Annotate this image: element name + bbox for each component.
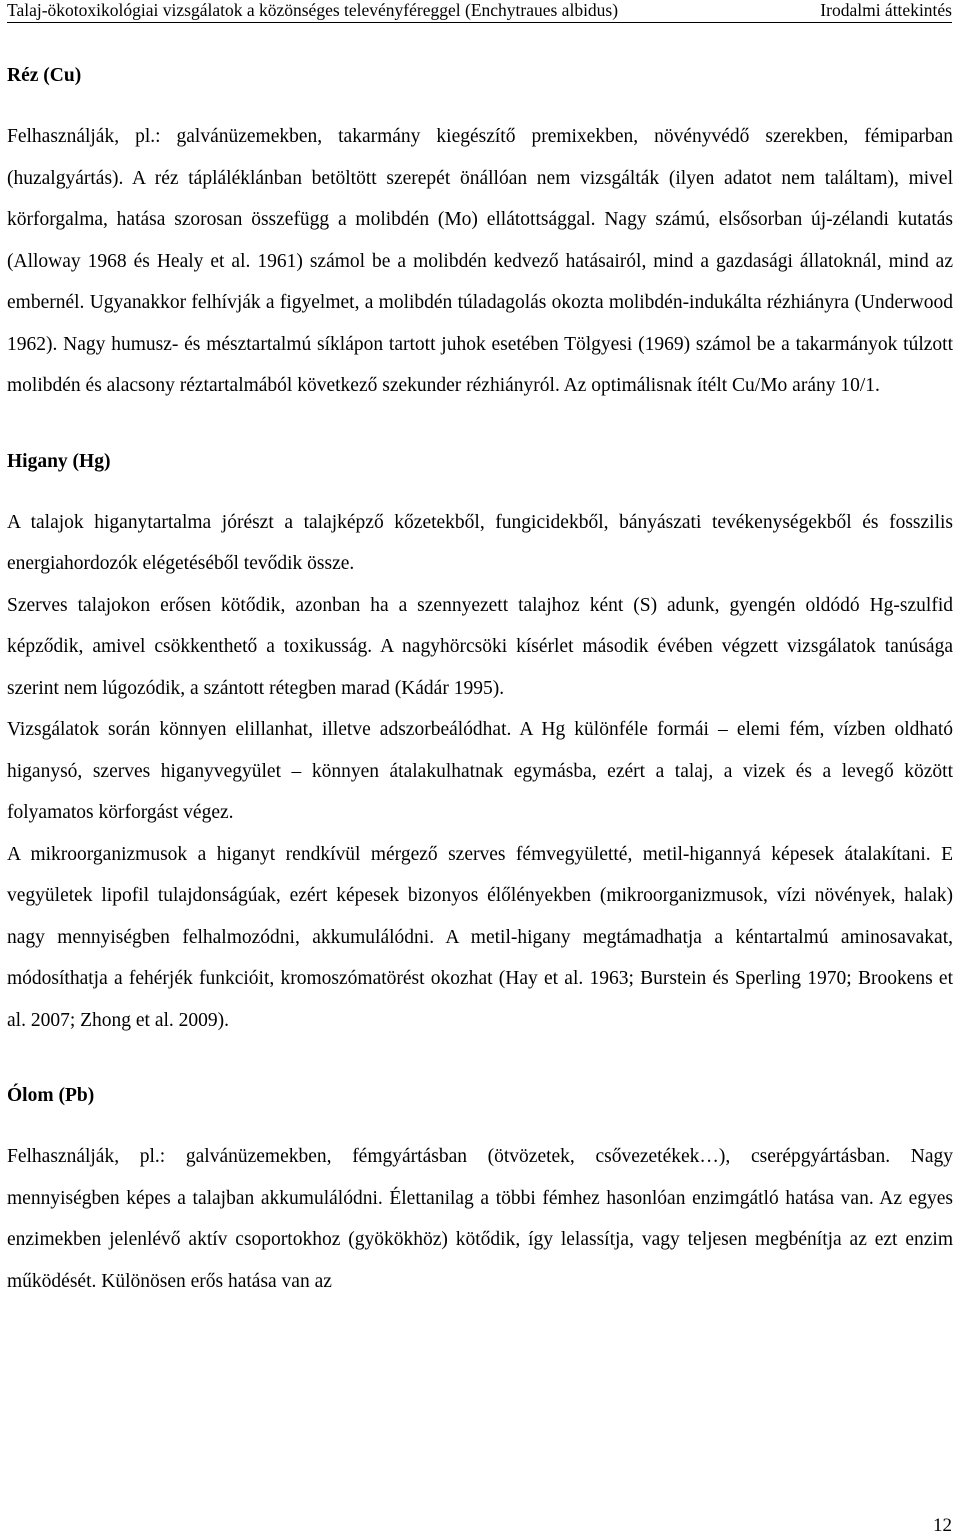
paragraph: A talajok higanytartalma jórészt a talajképző kőzetekből, fungicidekből, bányászati tevékenységekből és fosszilis energiahordozók elégetéséből tevődik össze. bbox=[7, 511, 953, 574]
section-copper bbox=[7, 56, 953, 407]
section-lead bbox=[7, 1076, 953, 1302]
section-heading: Ólom (Pb) bbox=[7, 1085, 95, 1106]
section-heading: Réz (Cu) bbox=[7, 65, 82, 86]
section-mercury bbox=[7, 442, 953, 1042]
paragraph: A mikroorganizmusok a higanyt rendkívül mérgező szerves fémvegyületté, metil-higannyá képesek átalakítani. E vegyületek lipofil tulajdonságúak, ezért képesek bizonyos élőlényekben (mikroorganizmusok, vízi növények, halak) nagy mennyiségben felhalmozódni, akkumulálódni. A metil-higany megtámadhatja a kéntartalmú aminosavakat, módosíthatja a fehérjék funkcióit, kromoszómatörést okozhat (Hay et al. 1963; Burstein és Sperling 1970; Brookens et al. 2007; Zhong et al. 2009). bbox=[7, 843, 953, 1031]
paragraph: Szerves talajokon erősen kötődik, azonban ha a szennyezett talajhoz ként (S) adunk, gyengén oldódó Hg-szulfid képződik, amivel csökkenthető a toxikusság. A nagyhörcsöki kísérlet második évében végzett vizsgálatok tanúsága szerint nem lúgozódik, a szántott rétegben marad (Kádár 1995). bbox=[7, 594, 953, 699]
paragraph: Vizsgálatok során könnyen elillanhat, illetve adszorbeálódhat. A Hg különféle formái – elemi fém, vízben oldható higanysó, szerves higanyvegyület – könnyen átalakulhatnak egymásba, ezért a talaj, a vizek és a levegő között folyamatos körforgást végez. bbox=[7, 719, 953, 823]
header-title: Talaj-ökotoxikológiai vizsgálatok a közönséges televényféreggel (Enchytraues albidus) bbox=[7, 0, 619, 20]
paragraph: Felhasználják, pl.: galvánüzemekben, fémgyártásban (ötvözetek, csővezetékek…), cserépgyártásban. Nagy mennyiségben képes a talajban akkumulálódni. Élettanilag a többi fémhez hasonlóan enzimgátló hatása van. Az egyes enzimekben jelenlévő aktív csoportokhoz (gyökökhöz) kötődik, így lelassítja, vagy teljesen megbénítja az ezt enzim működését. Különösen erős hatása van az bbox=[7, 1146, 953, 1292]
section-heading: Higany (Hg) bbox=[7, 450, 111, 472]
header-section: Irodalmi áttekintés bbox=[820, 0, 952, 20]
paragraph: Felhasználják, pl.: galvánüzemekben, takarmány kiegészítő premixekben, növényvédő szerekben, fémiparban (huzalgyártás). A réz tápláléklánban betöltött szerepét önállóan nem vizsgálták (ilyen adatot nem találtam), mivel körforgalma, hatása szorosan összefügg a molibdén (Mo) ellátottsággal. Nagy számú, elsősorban új-zélandi kutatás (Alloway 1968 és Healy et al. 1961) számol be a molibdén kedvező hatásairól, mind a gazdasági állatoknál, mind az embernél. Ugyanakkor felhívják a figyelmet, a molibdén túladagolás okozta molibdén-indukálta rézhiányra (Underwood 1962). Nagy humusz- és mésztartalmú síklápon tartott juhok esetében Tölgyesi (1969) számol be a takarmányok túlzott molibdén és alacsony réztartalmából következő szekunder rézhiányról. Az optimálisnak ítélt Cu/Mo arány 10/1. bbox=[7, 126, 953, 396]
page-number: 12 bbox=[933, 1515, 952, 1536]
running-header bbox=[7, 0, 952, 23]
page-body bbox=[7, 56, 953, 1302]
